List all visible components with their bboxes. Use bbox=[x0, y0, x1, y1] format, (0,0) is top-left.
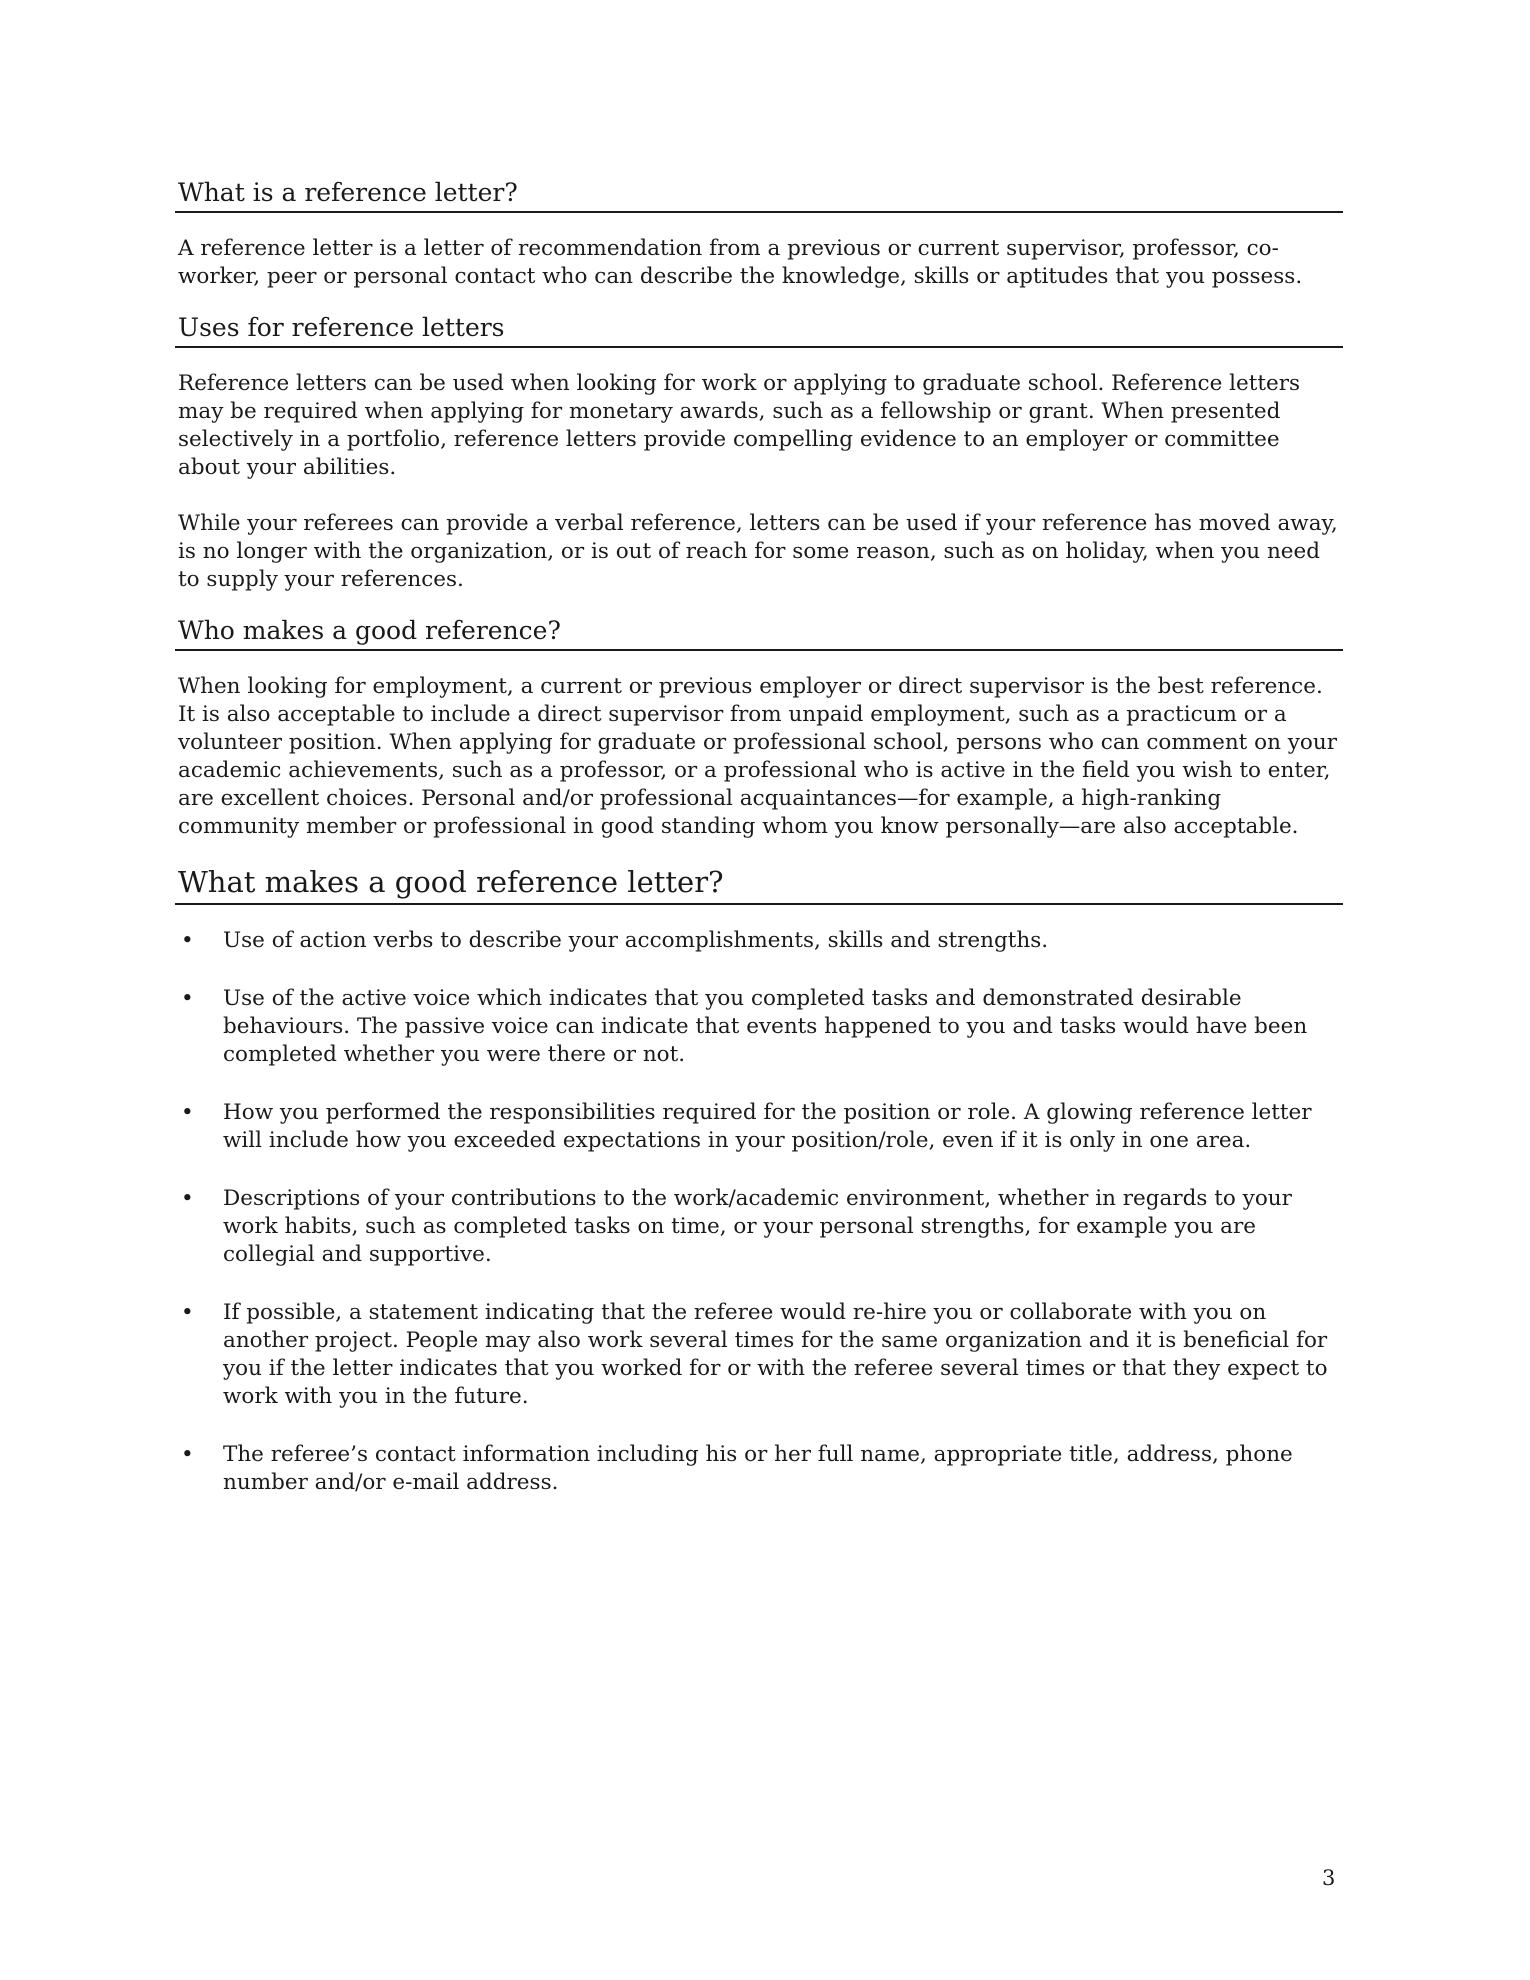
bullet-icon: • bbox=[181, 1185, 194, 1211]
list-item-text: How you performed the responsibilities required for the position or role. A glowing reference letter will include how you exceeded expectations in your position/role, even if it is only in one area. bbox=[223, 1099, 1312, 1153]
list-item bbox=[175, 985, 1343, 1069]
list-item-text: If possible, a statement indicating that the referee would re-hire you or collaborate with you on another project. People may also work several times for the same organization and it is beneficial for you if the letter indicates that you worked for or with the referee several times or that they expect to work with you in the future. bbox=[223, 1299, 1328, 1409]
paragraph-uses-1: Reference letters can be used when looking for work or applying to graduate school. Reference letters may be required when applying for monetary awards, such as a fellowship or grant. When presented selectively in a portfolio, reference letters provide compelling evidence to an employer or committee about your abilities. bbox=[178, 371, 1301, 480]
paragraph-uses-2: While your referees can provide a verbal reference, letters can be used if your reference has moved away, is no longer with the organization, or is out of reach for some reason, such as on holiday, when you need to supply your references. bbox=[178, 511, 1338, 592]
bullet-icon: • bbox=[181, 1099, 194, 1125]
bullet-icon: • bbox=[181, 1299, 194, 1325]
paragraph-definition: A reference letter is a letter of recommendation from a previous or current supervisor, professor, co-worker, peer or personal contact who can describe the knowledge, skills or aptitudes that you possess. bbox=[178, 236, 1303, 289]
list-item bbox=[175, 1441, 1343, 1497]
section-heading-who-makes: Who makes a good reference? bbox=[175, 616, 1343, 651]
list-item bbox=[175, 1099, 1343, 1155]
list-item-text: Use of the active voice which indicates that you completed tasks and demonstrated desirable behaviours. The passive voice can indicate that events happened to you and tasks would have been completed whether you were there or not. bbox=[223, 985, 1308, 1067]
list-item bbox=[175, 1299, 1343, 1411]
list-item-text: Descriptions of your contributions to the work/academic environment, whether in regards to your work habits, such as completed tasks on time, or your personal strengths, for example you are collegial and supportive. bbox=[223, 1185, 1292, 1267]
bullet-icon: • bbox=[181, 985, 194, 1011]
section-heading-uses: Uses for reference letters bbox=[175, 313, 1343, 348]
bullet-icon: • bbox=[181, 927, 194, 953]
page-number: 3 bbox=[1322, 1866, 1336, 1890]
qualities-list bbox=[175, 927, 1343, 1497]
list-item bbox=[175, 927, 1343, 955]
list-item bbox=[175, 1185, 1343, 1269]
section-heading-what-is: What is a reference letter? bbox=[175, 178, 1343, 213]
document-page bbox=[175, 178, 1343, 1497]
paragraph-who-makes: When looking for employment, a current or previous employer or direct supervisor is the best reference. It is also acceptable to include a direct supervisor from unpaid employment, such as a practicum or a volunteer position. When applying for graduate or professional school, persons who can comment on your academic achievements, such as a professor, or a professional who is active in the field you wish to enter, are excellent choices. Personal and/or professional acquaintances—for example, a high-ranking community member or professional in good standing whom you know personally—are also acceptable. bbox=[178, 674, 1337, 839]
section-heading-what-makes: What makes a good reference letter? bbox=[175, 865, 1343, 905]
list-item-text: The referee’s contact information including his or her full name, appropriate title, address, phone number and/or e-mail address. bbox=[223, 1441, 1293, 1495]
list-item-text: Use of action verbs to describe your accomplishments, skills and strengths. bbox=[223, 927, 1049, 953]
bullet-icon: • bbox=[181, 1441, 194, 1467]
